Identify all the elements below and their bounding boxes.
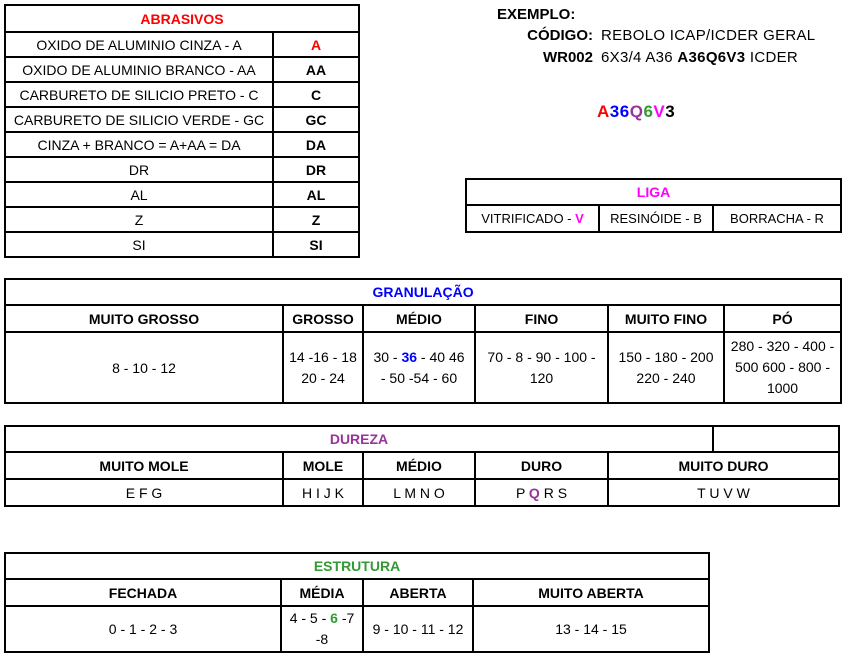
abrasive-code-cell: GC bbox=[273, 107, 359, 132]
duro-pre: P bbox=[515, 484, 529, 501]
value-line: 20 - 24 bbox=[301, 369, 345, 386]
value-line: 70 - 8 - 90 - 100 - bbox=[487, 348, 596, 365]
media-highlight-6: 6 bbox=[330, 610, 338, 626]
abrasive-code-cell: A bbox=[273, 32, 359, 57]
header-medio: MÉDIO bbox=[363, 305, 475, 332]
abrasive-code-cell: AL bbox=[273, 182, 359, 207]
dureza-title: DUREZA bbox=[5, 426, 713, 452]
abrasive-name-cell: SI bbox=[5, 232, 273, 257]
estrutura-data-row bbox=[5, 606, 709, 652]
abrasive-name-cell: CARBURETO DE SILICIO PRETO - C bbox=[5, 82, 273, 107]
header-grosso: GROSSO bbox=[283, 305, 363, 332]
table-row bbox=[5, 132, 359, 157]
medio-highlight-36: 36 bbox=[401, 348, 418, 365]
table-row bbox=[466, 205, 841, 232]
table-row bbox=[5, 107, 359, 132]
table-row bbox=[5, 82, 359, 107]
media-values bbox=[281, 606, 363, 652]
value-line: 220 - 240 bbox=[636, 369, 696, 386]
granulacao-header-row bbox=[5, 305, 841, 332]
spec-suffix: ICDER bbox=[745, 49, 799, 66]
header-fino: FINO bbox=[475, 305, 608, 332]
value-line: 14 -16 - 18 bbox=[289, 348, 357, 365]
abrasive-code-cell: AA bbox=[273, 57, 359, 82]
header-media: MÉDIA bbox=[281, 579, 363, 606]
value-line: 1000 bbox=[766, 380, 799, 396]
liga-title: LIGA bbox=[466, 179, 841, 205]
spec-prefix: 6X3/4 A36 bbox=[601, 49, 678, 66]
value-line bbox=[364, 347, 474, 368]
dureza-data-row bbox=[5, 479, 839, 506]
value-line: 150 - 180 - 200 bbox=[618, 348, 714, 365]
liga-table bbox=[465, 178, 842, 233]
dureza-title-table bbox=[4, 425, 840, 453]
abrasive-name-cell: CARBURETO DE SILICIO VERDE - GC bbox=[5, 107, 273, 132]
mole-values: H I J K bbox=[283, 479, 363, 506]
granulacao-title-row bbox=[5, 279, 841, 305]
aberta-values: 9 - 10 - 11 - 12 bbox=[363, 606, 473, 652]
spec-code-bold: A36Q6V3 bbox=[677, 49, 746, 66]
table-row bbox=[5, 207, 359, 232]
header-fechada: FECHADA bbox=[5, 579, 281, 606]
value-line bbox=[282, 608, 362, 629]
liga-vitrificado-cell bbox=[466, 205, 599, 232]
abrasivos-table bbox=[4, 4, 360, 258]
value-line: - 50 -54 - 60 bbox=[380, 369, 458, 386]
header-muito-fino: MUITO FINO bbox=[608, 305, 724, 332]
muito-aberta-values: 13 - 14 - 15 bbox=[473, 606, 709, 652]
exemplo-heading: EXEMPLO: bbox=[497, 6, 576, 23]
code-structure-part: 6 bbox=[643, 102, 654, 121]
wr002-value bbox=[601, 49, 798, 66]
codigo-value: REBOLO ICAP/ICDER GERAL bbox=[601, 27, 816, 44]
header-muito-aberta: MUITO ABERTA bbox=[473, 579, 709, 606]
fechada-values: 0 - 1 - 2 - 3 bbox=[5, 606, 281, 652]
header-medio-dureza: MÉDIO bbox=[363, 452, 475, 479]
vitrificado-code-letter: V bbox=[575, 211, 584, 226]
value-line: -8 bbox=[315, 631, 329, 647]
muito-fino-values bbox=[608, 332, 724, 403]
codigo-label: CÓDIGO: bbox=[527, 27, 593, 44]
dureza-section bbox=[4, 425, 840, 507]
estrutura-table bbox=[4, 552, 710, 653]
color-coded-spec bbox=[597, 102, 675, 122]
abrasive-name-cell: DR bbox=[5, 157, 273, 182]
exemplo-block bbox=[430, 5, 847, 69]
abrasive-name-cell: Z bbox=[5, 207, 273, 232]
table-row bbox=[5, 157, 359, 182]
header-muito-grosso: MUITO GROSSO bbox=[5, 305, 283, 332]
abrasive-code-cell: C bbox=[273, 82, 359, 107]
dureza-header-row bbox=[5, 452, 839, 479]
abrasive-code-cell: DA bbox=[273, 132, 359, 157]
estrutura-header-row bbox=[5, 579, 709, 606]
code-last-part: 3 bbox=[665, 102, 676, 121]
abrasive-name-cell: CINZA + BRANCO = A+AA = DA bbox=[5, 132, 273, 157]
abrasive-code-cell: SI bbox=[273, 232, 359, 257]
granulacao-title: GRANULAÇÃO bbox=[5, 279, 841, 305]
abrasivos-title: ABRASIVOS bbox=[5, 5, 359, 32]
header-aberta: ABERTA bbox=[363, 579, 473, 606]
abrasivos-title-row bbox=[5, 5, 359, 32]
grosso-values bbox=[283, 332, 363, 403]
table-row bbox=[5, 232, 359, 257]
vitrificado-text: VITRIFICADO - bbox=[481, 211, 576, 226]
duro-post: R S bbox=[539, 484, 568, 501]
po-values bbox=[724, 332, 841, 403]
code-hardness-part: Q bbox=[629, 102, 644, 121]
header-mole: MOLE bbox=[283, 452, 363, 479]
liga-resinoide-cell: RESINÓIDE - B bbox=[599, 205, 713, 232]
header-muito-mole: MUITO MOLE bbox=[5, 452, 283, 479]
medio-post: - 40 46 bbox=[417, 348, 465, 365]
liga-borracha-cell: BORRACHA - R bbox=[713, 205, 841, 232]
code-grit-part: 36 bbox=[609, 102, 630, 121]
liga-title-row bbox=[466, 179, 841, 205]
code-bond-part: V bbox=[653, 102, 666, 121]
muito-mole-values: E F G bbox=[5, 479, 283, 506]
estrutura-title: ESTRUTURA bbox=[5, 553, 709, 579]
header-duro: DURO bbox=[475, 452, 608, 479]
estrutura-title-row bbox=[5, 553, 709, 579]
dureza-title-empty-cell bbox=[713, 426, 839, 452]
abrasive-code-cell: DR bbox=[273, 157, 359, 182]
wr002-row bbox=[430, 47, 847, 69]
fino-values bbox=[475, 332, 608, 403]
duro-highlight-q: Q bbox=[528, 484, 540, 501]
value-line: 500 600 - 800 - bbox=[735, 359, 831, 375]
abrasive-code-cell: Z bbox=[273, 207, 359, 232]
header-po: PÓ bbox=[724, 305, 841, 332]
table-row bbox=[5, 32, 359, 57]
medio-pre: 30 - bbox=[373, 348, 402, 365]
dureza-table bbox=[4, 451, 840, 507]
value-line: 120 bbox=[529, 369, 554, 386]
duro-values bbox=[475, 479, 608, 506]
muito-duro-values: T U V W bbox=[608, 479, 839, 506]
media-pre: 4 - 5 - bbox=[289, 610, 331, 626]
granulacao-table bbox=[4, 278, 842, 404]
abrasive-name-cell: OXIDO DE ALUMINIO BRANCO - AA bbox=[5, 57, 273, 82]
media-post: -7 bbox=[337, 610, 355, 626]
header-muito-duro: MUITO DURO bbox=[608, 452, 839, 479]
wr002-label: WR002 bbox=[542, 49, 593, 66]
abrasive-name-cell: AL bbox=[5, 182, 273, 207]
codigo-row bbox=[430, 25, 847, 47]
medio-values bbox=[363, 332, 475, 403]
muito-grosso-values: 8 - 10 - 12 bbox=[5, 332, 283, 403]
table-row bbox=[5, 182, 359, 207]
code-abrasive-part: A bbox=[597, 102, 610, 121]
abrasive-name-cell: OXIDO DE ALUMINIO CINZA - A bbox=[5, 32, 273, 57]
granulacao-data-row bbox=[5, 332, 841, 403]
value-line: 280 - 320 - 400 - bbox=[730, 338, 835, 354]
medio-dureza-values: L M N O bbox=[363, 479, 475, 506]
table-row bbox=[5, 57, 359, 82]
dureza-title-row bbox=[5, 426, 839, 452]
